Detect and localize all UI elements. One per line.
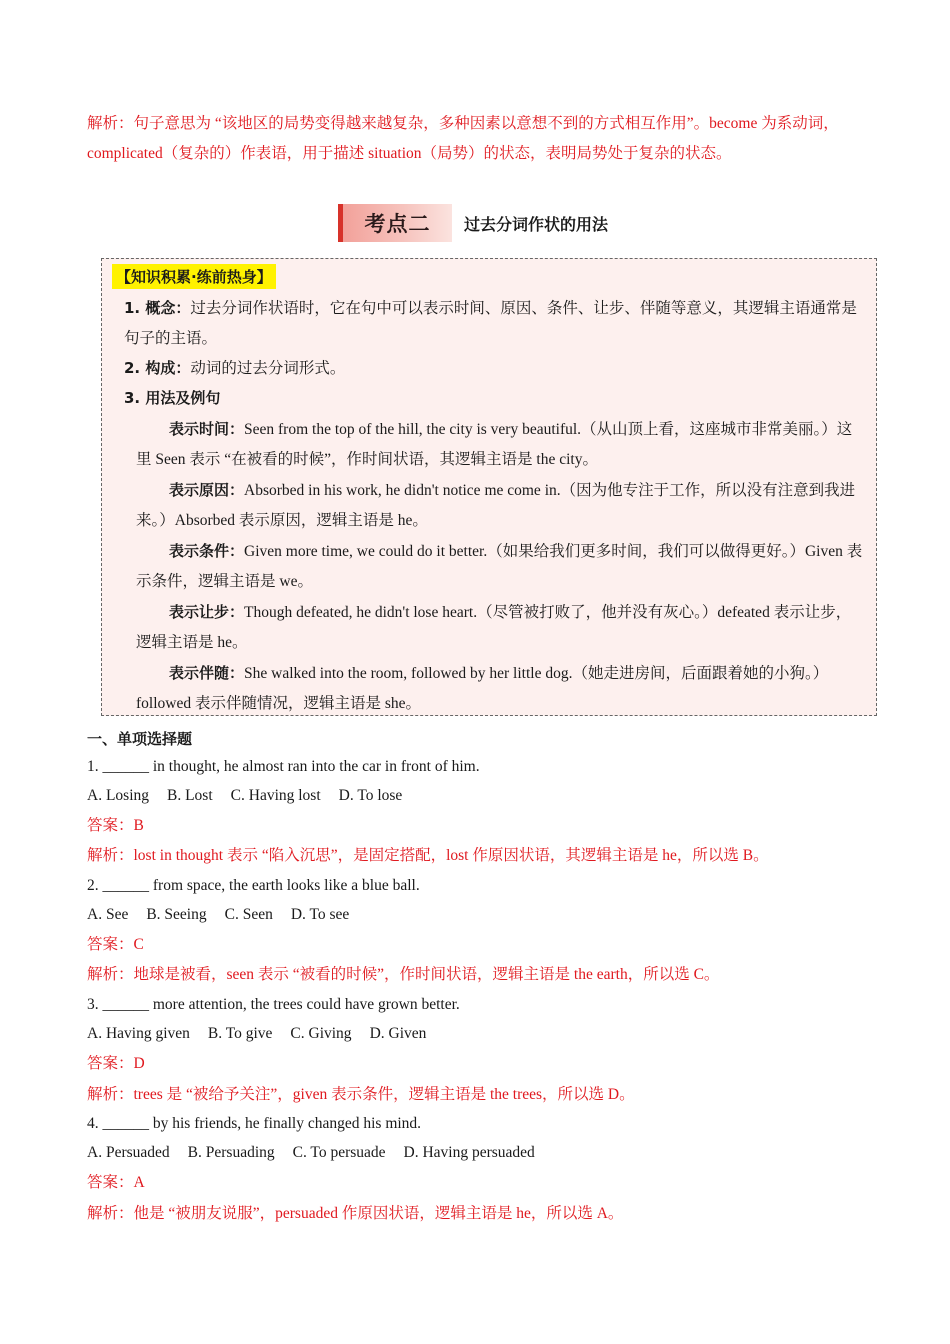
example-label: 表示伴随： bbox=[169, 664, 245, 682]
example-text: Seen from the top of the hill, the city is very beautiful.（从山顶上看，这座城市非常美丽。）这里 Seen 表示 “在被看的时候”，作时间状语，其逻辑主语是 the city。 bbox=[136, 421, 853, 468]
option-a: A. See bbox=[87, 906, 129, 923]
option-d: D. Given bbox=[369, 1025, 427, 1042]
concept-paragraph bbox=[124, 293, 864, 354]
question-stem: 2. ______ from space, the earth looks like a blue ball. bbox=[87, 877, 420, 894]
example-label: 表示条件： bbox=[169, 542, 245, 560]
heading-badge: 考点二 bbox=[338, 204, 452, 242]
option-c: C. To persuade bbox=[292, 1144, 386, 1161]
intro-analysis-label: 解析： bbox=[87, 115, 134, 132]
example-condition bbox=[136, 536, 864, 597]
question-analysis: 解析：trees 是 “被给予关注”，given 表示条件，逻辑主语是 the trees，所以选 D。 bbox=[87, 1086, 635, 1103]
intro-analysis-text: 句子意思为 “该地区的局势变得越来越复杂，多种因素以意想不到的方式相互作用”。become 为系动词，complicated（复杂的）作表语，用于描述 situation（局势）的状态，表明局势处于复杂的状态。 bbox=[87, 115, 839, 162]
option-d: D. To lose bbox=[338, 787, 403, 804]
example-concession bbox=[136, 597, 864, 658]
example-text: Given more time, we could do it better.（如果给我们更多时间，我们可以做得更好。）Given 表示条件，逻辑主语是 we。 bbox=[136, 543, 863, 590]
knowledge-box bbox=[101, 258, 877, 716]
heading-title: 过去分词作状的用法 bbox=[464, 214, 609, 234]
question-options bbox=[87, 781, 420, 811]
question-stem: 1. ______ in thought, he almost ran into the car in front of him. bbox=[87, 758, 480, 775]
section-title: 一、单项选择题 bbox=[87, 730, 193, 748]
question-stem: 3. ______ more attention, the trees could have grown better. bbox=[87, 996, 460, 1013]
option-b: B. Persuading bbox=[187, 1144, 275, 1161]
question-analysis: 解析：lost in thought 表示 “陷入沉思”，是固定搭配，lost 作原因状语，其逻辑主语是 he，所以选 B。 bbox=[87, 847, 769, 864]
example-text: Though defeated, he didn't lose heart.（尽管被打败了，他并没有灰心。）defeated 表示让步，逻辑主语是 he。 bbox=[136, 604, 852, 651]
concept-text: 过去分词作状语时，它在句中可以表示时间、原因、条件、让步、伴随等意义，其逻辑主语通常是句子的主语。 bbox=[124, 300, 857, 347]
option-a: A. Losing bbox=[87, 787, 149, 804]
usage-heading bbox=[124, 383, 864, 414]
example-reason bbox=[136, 475, 864, 536]
question-answer: 答案：D bbox=[87, 1055, 145, 1072]
example-label: 表示时间： bbox=[169, 420, 245, 438]
option-a: A. Persuaded bbox=[87, 1144, 170, 1161]
structure-paragraph bbox=[124, 353, 864, 384]
question-answer: 答案：B bbox=[87, 817, 144, 834]
section-heading bbox=[338, 204, 608, 242]
option-d: D. To see bbox=[290, 906, 350, 923]
option-a: A. Having given bbox=[87, 1025, 190, 1042]
question-options bbox=[87, 1138, 553, 1168]
option-c: C. Giving bbox=[290, 1025, 352, 1042]
question-options bbox=[87, 900, 367, 930]
option-c: C. Having lost bbox=[230, 787, 321, 804]
option-b: B. Lost bbox=[167, 787, 213, 804]
question-answer: 答案：C bbox=[87, 936, 144, 953]
example-text: She walked into the room, followed by her little dog.（她走进房间，后面跟着她的小狗。）followed 表示伴随情况，逻辑主语是 she。 bbox=[136, 665, 829, 712]
usage-label: 3. 用法及例句 bbox=[124, 389, 221, 407]
question-answer: 答案：A bbox=[87, 1174, 145, 1191]
knowledge-tag: 【知识积累·练前热身】 bbox=[112, 264, 276, 289]
intro-analysis bbox=[87, 109, 870, 169]
example-time bbox=[136, 414, 864, 475]
example-label: 表示原因： bbox=[169, 481, 245, 499]
option-b: B. To give bbox=[207, 1025, 273, 1042]
example-label: 表示让步： bbox=[169, 603, 245, 621]
question-stem: 4. ______ by his friends, he finally changed his mind. bbox=[87, 1115, 422, 1132]
example-accompany bbox=[136, 658, 864, 719]
structure-label: 2. 构成： bbox=[124, 359, 191, 377]
example-text: Absorbed in his work, he didn't notice me come in.（因为他专注于工作，所以没有注意到我进来。）Absorbed 表示原因，逻辑主语是 he。 bbox=[136, 482, 856, 529]
structure-text: 动词的过去分词形式。 bbox=[190, 360, 346, 377]
option-b: B. Seeing bbox=[146, 906, 207, 923]
concept-label: 1. 概念： bbox=[124, 299, 191, 317]
option-c: C. Seen bbox=[224, 906, 273, 923]
question-analysis: 解析：他是 “被朋友说服”，persuaded 作原因状语，逻辑主语是 he，所以选 A。 bbox=[87, 1205, 624, 1222]
option-d: D. Having persuaded bbox=[403, 1144, 535, 1161]
question-options bbox=[87, 1019, 444, 1049]
question-analysis: 解析：地球是被看，seen 表示 “被看的时候”，作时间状语，逻辑主语是 the earth，所以选 C。 bbox=[87, 966, 720, 983]
